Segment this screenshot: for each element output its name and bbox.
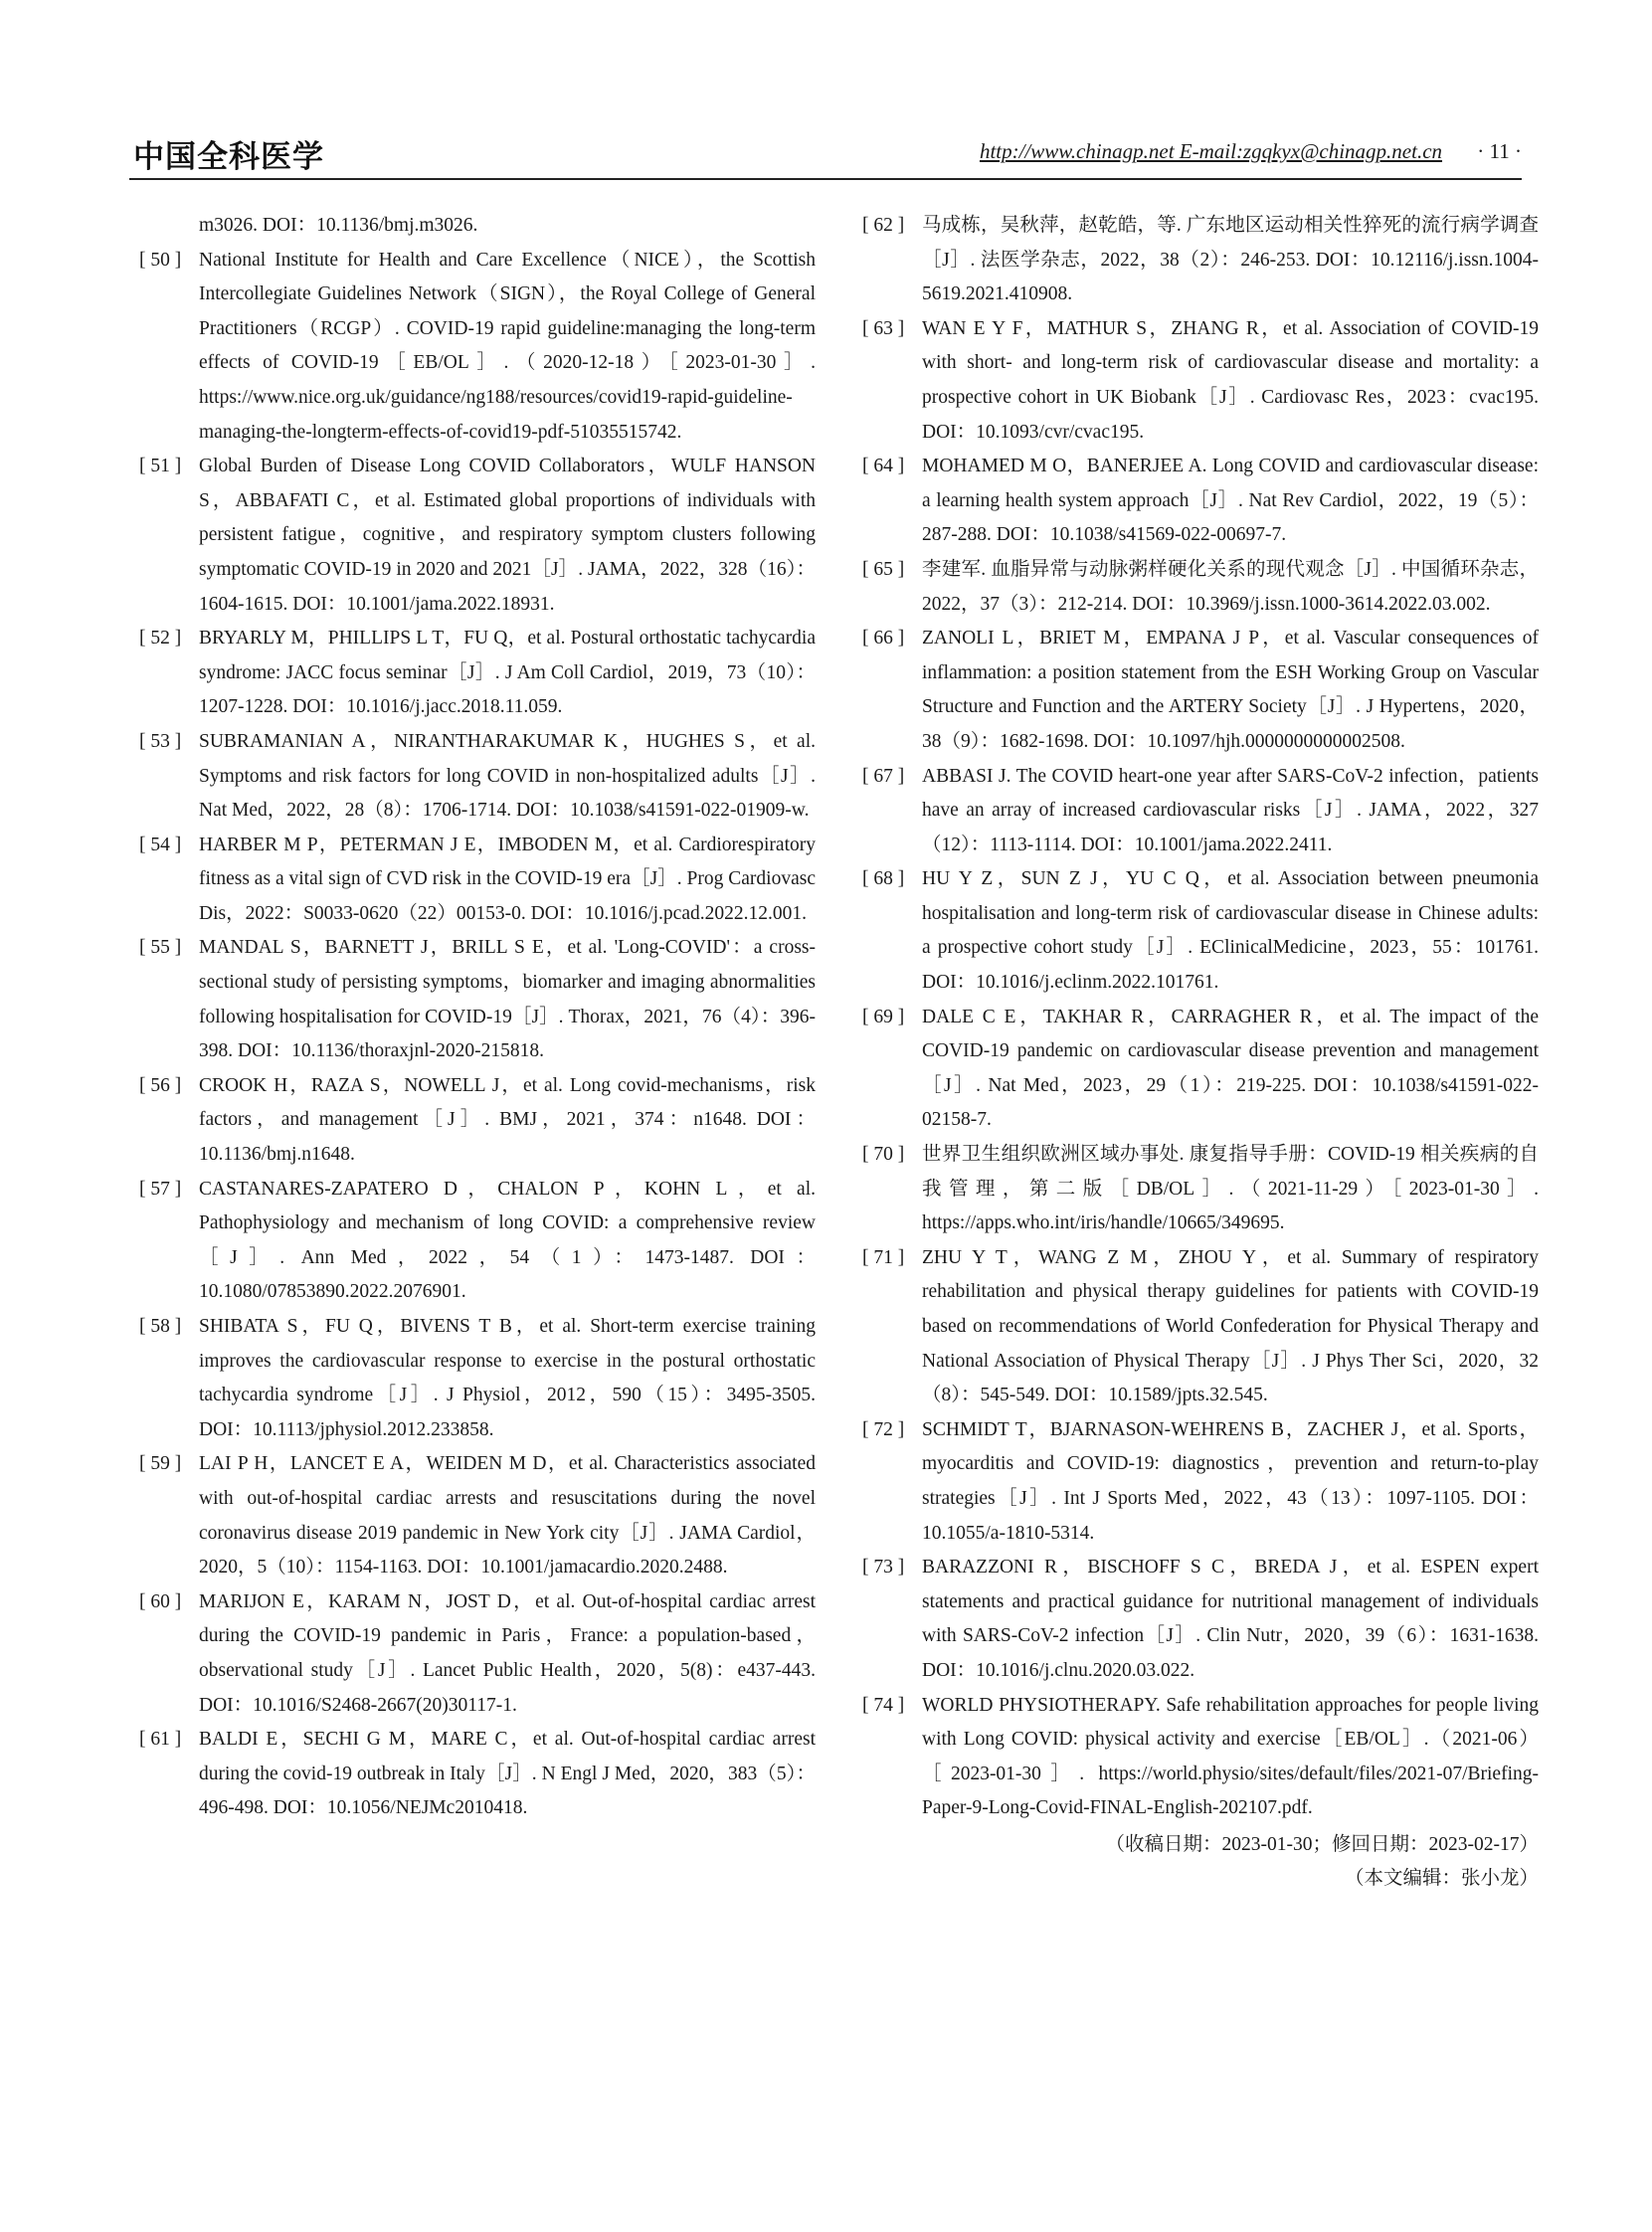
reference-text: DALE C E，TAKHAR R，CARRAGHER R，et al. The impact of the COVID-19 pandemic on cardiovascular disease prevention and management［J］. Nat Med，2023，29（1）：219-225. DOI：10.1038/s41591-022-02158-7. (922, 1006, 1539, 1131)
reference-text: MANDAL S，BARNETT J，BRILL S E，et al. 'Long-COVID'：a cross-sectional study of persisting symptoms，biomarker and imaging abnormalities following hospitalisation for COVID-19［J］. Thorax，2021，76（4）：396-398. DOI：10.1136/thoraxjnl-2020-215818. (199, 937, 816, 1062)
reference-item (139, 931, 816, 1068)
reference-text: SHIBATA S，FU Q，BIVENS T B，et al. Short-term exercise training improves the cardiovascular response to exercise in the postural orthostatic tachycardia syndrome［J］. J Physiol，2012，590（15）：3495-3505. DOI：10.1113/jphysiol.2012.233858. (199, 1316, 816, 1440)
reference-text: LAI P H，LANCET E A，WEIDEN M D，et al. Characteristics associated with out-of-hospital cardiac arrests and resuscitations during the novel coronavirus disease 2019 pandemic in New York city［J］. JAMA Cardiol，2020，5（10）：1154-1163. DOI：10.1001/jamacardio.2020.2488. (199, 1453, 816, 1579)
reference-item (139, 622, 816, 725)
reference-item (862, 760, 1539, 863)
reference-number: [ 50 ] (139, 249, 182, 271)
reference-item (862, 862, 1539, 1000)
reference-number: [ 54 ] (139, 834, 182, 855)
reference-number: [ 72 ] (862, 1418, 905, 1440)
reference-text: CASTANARES-ZAPATERO D，CHALON P，KOHN L，et al. Pathophysiology and mechanism of long COVID: a comprehensive review［J］. Ann Med，2022，54（1）：1473-1487. DOI：10.1080/07853890.2022.2076901. (199, 1178, 816, 1303)
right-reference-list (862, 209, 1539, 1826)
reference-item (139, 1447, 816, 1584)
reference-item (862, 553, 1539, 622)
reference-text: BRYARLY M，PHILLIPS L T，FU Q，et al. Postural orthostatic tachycardia syndrome: JACC focus seminar［J］. J Am Coll Cardiol，2019，73（10）：1207-1228. DOI：10.1016/j.jacc.2018.11.059. (199, 628, 816, 718)
right-column (862, 209, 1539, 1896)
reference-text: SUBRAMANIAN A，NIRANTHARAKUMAR K，HUGHES S，et al. Symptoms and risk factors for long COVID in non-hospitalized adults［J］. Nat Med，2022，28（8）：1706-1714. DOI：10.1038/s41591-022-01909-w. (199, 730, 816, 822)
left-column (139, 209, 816, 1826)
reference-text: BALDI E，SECHI G M，MARE C，et al. Out-of-hospital cardiac arrest during the covid-19 outbreak in Italy［J］. N Engl J Med，2020，383（5）：496-498. DOI：10.1056/NEJMc2010418. (199, 1729, 816, 1819)
reference-item (862, 1001, 1539, 1138)
reference-number: [ 55 ] (139, 937, 182, 959)
reference-number: [ 74 ] (862, 1694, 905, 1716)
reference-number: [ 60 ] (139, 1590, 182, 1612)
reference-number: [ 69 ] (862, 1006, 905, 1027)
reference-text: ZANOLI L，BRIET M，EMPANA J P，et al. Vascular consequences of inflammation: a position statement from the ESH Working Group on Vascular Structure and Function and the ARTERY Society［J］. J Hypertens，2020，38（9）：1682-1698. DOI：10.1097/hjh.0000000000002508. (922, 628, 1539, 752)
reference-item (862, 622, 1539, 759)
reference-number: [ 53 ] (139, 730, 182, 752)
reference-number: [ 58 ] (139, 1316, 182, 1337)
page-header (129, 123, 1522, 183)
reference-text: WAN E Y F，MATHUR S，ZHANG R，et al. Association of COVID-19 with short- and long-term risk of cardiovascular disease and mortality: a prospective cohort in UK Biobank［J］. Cardiovasc Res，2023：cvac195. DOI：10.1093/cvr/cvac195. (922, 317, 1539, 443)
reference-text: 马成栋，吴秋萍，赵乾皓，等. 广东地区运动相关性猝死的流行病学调查［J］. 法医学杂志，2022，38（2）：246-253. DOI：10.12116/j.issn.1004-5619.2021.410908. (922, 215, 1539, 305)
reference-text: BARAZZONI R，BISCHOFF S C，BREDA J，et al. ESPEN expert statements and practical guidance for nutritional management of individuals with SARS-CoV-2 infection［J］. Clin Nutr，2020，39（6）：1631-1638. DOI：10.1016/j.clnu.2020.03.022. (922, 1557, 1539, 1681)
reference-number: [ 64 ] (862, 456, 905, 477)
reference-text: HARBER M P，PETERMAN J E，IMBODEN M，et al. Cardiorespiratory fitness as a vital sign of CVD risk in the COVID-19 era［J］. Prog Cardiovasc Dis，2022：S0033-0620（22）00153-0. DOI：10.1016/j.pcad.2022.12.001. (199, 834, 816, 924)
header-url[interactable]: http://www.chinagp.net E-mail:zgqkyx@chinagp.net.cn (979, 139, 1443, 163)
reference-text: 李建军. 血脂异常与动脉粥样硬化关系的现代观念［J］. 中国循环杂志，2022，37（3）：212-214. DOI：10.3969/j.issn.1000-3614.2022.03.002. (922, 558, 1539, 615)
journal-title: 中国全科医学 (133, 139, 324, 175)
reference-text: HU Y Z，SUN Z J，YU C Q，et al. Association between pneumonia hospitalisation and long-term risk of cardiovascular disease in Chinese adults: a prospective cohort study［J］. EClinicalMedicine，2023，55：101761. DOI：10.1016/j.eclinm.2022.101761. (922, 868, 1539, 994)
reference-item (862, 1413, 1539, 1551)
received-dates: （收稿日期：2023-01-30；修回日期：2023-02-17） (1105, 1833, 1539, 1855)
reference-text: WORLD PHYSIOTHERAPY. Safe rehabilitation approaches for people living with Long COVID: physical activity and exercise［EB/OL］.（2021-06）［2023-01-30］. https://world.physio/sites/default/files/2021-07/Briefing-Paper-9-Long-Covid-FINAL-English-202107.pdf. (922, 1694, 1539, 1819)
reference-item (139, 829, 816, 932)
reference-text: CROOK H，RAZA S，NOWELL J，et al. Long covid-mechanisms，risk factors，and management［J］. BMJ，2021，374：n1648. DOI：10.1136/bmj.n1648. (199, 1074, 816, 1166)
reference-text: MARIJON E，KARAM N，JOST D，et al. Out-of-hospital cardiac arrest during the COVID-19 pandemic in Paris，France: a population-based，observational study［J］. Lancet Public Health，2020，5(8)：e437-443. DOI：10.1016/S2468-2667(20)30117-1. (199, 1590, 816, 1716)
reference-item (139, 450, 816, 622)
reference-text: ZHU Y T，WANG Z M，ZHOU Y，et al. Summary of respiratory rehabilitation and physical therapy guidelines for patients with COVID-19 based on recommendations of World Confederation for Physical Therapy and National Association of Physical Therapy［J］. J Phys Ther Sci，2020，32（8）：545-549. DOI：10.1589/jpts.32.545. (922, 1246, 1539, 1406)
reference-item (862, 1241, 1539, 1413)
reference-text: MOHAMED M O，BANERJEE A. Long COVID and cardiovascular disease: a learning health system approach［J］. Nat Rev Cardiol，2022，19（5）：287-288. DOI：10.1038/s41569-022-00697-7. (922, 456, 1539, 546)
reference-continuation: m3026. DOI：10.1136/bmj.m3026. (199, 215, 478, 236)
reference-number: [ 67 ] (862, 765, 905, 787)
editor-note: （本文编辑：张小龙） (1344, 1867, 1539, 1889)
reference-item (862, 209, 1539, 312)
reference-text: SCHMIDT T，BJARNASON-WEHRENS B，ZACHER J，et al. Sports，myocarditis and COVID-19: diagnostics，prevention and return-to-play strategies［J］. Int J Sports Med，2022，43（13）：1097-1105. DOI：10.1055/a-1810-5314. (922, 1418, 1539, 1544)
reference-number: [ 70 ] (862, 1144, 905, 1166)
reference-number: [ 61 ] (139, 1729, 182, 1751)
reference-number: [ 57 ] (139, 1178, 182, 1200)
reference-number: [ 66 ] (862, 628, 905, 650)
reference-item (862, 1138, 1539, 1241)
reference-number: [ 62 ] (862, 215, 905, 236)
reference-item (862, 1551, 1539, 1688)
reference-number: [ 63 ] (862, 317, 905, 339)
reference-number: [ 73 ] (862, 1557, 905, 1579)
reference-number: [ 52 ] (139, 628, 182, 650)
reference-text: ABBASI J. The COVID heart-one year after SARS-CoV-2 infection，patients have an array of increased cardiovascular risks［J］. JAMA，2022，327（12）：1113-1114. DOI：10.1001/jama.2022.2411. (922, 765, 1539, 855)
reference-item (139, 725, 816, 829)
reference-number: [ 56 ] (139, 1074, 182, 1096)
article-footer (862, 1828, 1539, 1896)
reference-item (139, 1069, 816, 1173)
reference-item (139, 244, 816, 451)
left-reference-list (139, 244, 816, 1826)
reference-text: Global Burden of Disease Long COVID Collaborators，WULF HANSON S，ABBAFATI C，et al. Estimated global proportions of individuals with persistent fatigue，cognitive，and respiratory symptom clusters following symptomatic COVID-19 in 2020 and 2021［J］. JAMA，2022，328（16）：1604-1615. DOI：10.1001/jama.2022.18931. (199, 456, 816, 615)
reference-item (139, 1585, 816, 1723)
reference-item (862, 450, 1539, 553)
reference-item (139, 1723, 816, 1826)
reference-text: 世界卫生组织欧洲区域办事处. 康复指导手册：COVID-19 相关疾病的自我管理，第二版［DB/OL］.（2021-11-29）［2023-01-30］. https://apps.who.int/iris/handle/10665/349695. (922, 1144, 1539, 1234)
reference-number: [ 65 ] (862, 558, 905, 580)
reference-item (862, 1689, 1539, 1826)
reference-text: National Institute for Health and Care Excellence（NICE），the Scottish Intercollegiate Guidelines Network（SIGN），the Royal College of General Practitioners（RCGP）. COVID-19 rapid guideline:managing the long-term effects of COVID-19［EB/OL］.（2020-12-18）［2023-01-30］. https://www.nice.org.uk/guidance/ng188/resources/covid19-rapid-guideline-managing-the-longterm-effects-of-covid19-pdf-51035515742. (199, 249, 816, 443)
header-rule (129, 178, 1522, 180)
reference-item (139, 1310, 816, 1447)
page-number: · 11 · (1477, 139, 1522, 163)
reference-number: [ 51 ] (139, 456, 182, 477)
reference-number: [ 68 ] (862, 868, 905, 890)
reference-item (862, 312, 1539, 450)
reference-number: [ 71 ] (862, 1246, 905, 1268)
reference-item (139, 1173, 816, 1310)
reference-number: [ 59 ] (139, 1453, 182, 1475)
header-info (980, 139, 1522, 164)
